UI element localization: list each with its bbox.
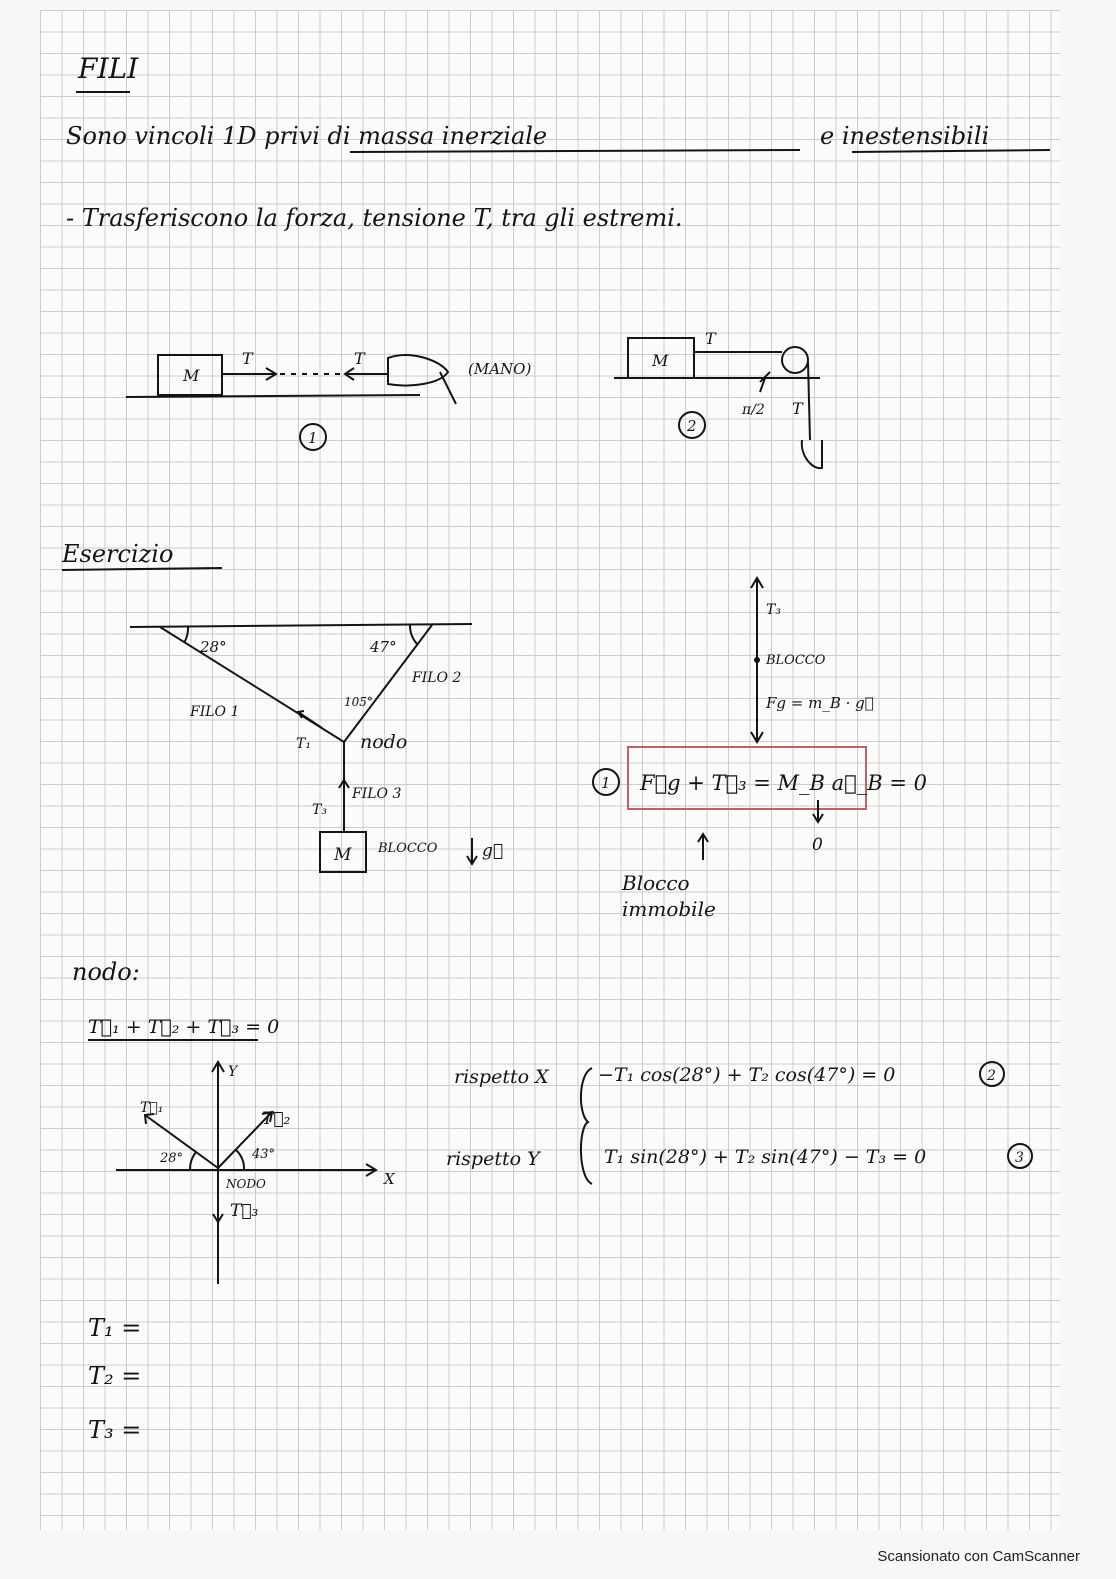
equation-y: T₁ sin(28°) + T₂ sin(47°) − T₃ = 0	[604, 1146, 927, 1168]
ex-gravity: g⃗	[482, 841, 504, 861]
fig2-tension-top: T	[705, 329, 716, 348]
eq-y-number: 3	[1015, 1150, 1024, 1166]
node-vec-t2: T⃗₂	[262, 1109, 291, 1129]
block-free-body-diagram	[593, 578, 866, 860]
node-axes-diagram	[116, 1062, 592, 1284]
emphasis-underline-2	[852, 150, 1050, 152]
block-zero: 0	[812, 835, 823, 855]
ex-t1: T₁	[296, 736, 311, 752]
ex-blocco: BLOCCO	[378, 841, 438, 856]
page-title: FILI	[78, 52, 139, 85]
node-angle-right: 43°	[252, 1147, 276, 1162]
ex-angle-28: 28°	[200, 638, 227, 656]
figure-2-pulley	[614, 338, 822, 468]
definition-line-1a: Sono vincoli 1D privi di massa inerziale	[66, 122, 548, 150]
definition-line-1b: e inestensibili	[820, 122, 990, 150]
fig1-tension-right: T	[354, 349, 365, 368]
ex-filo-1: FILO 1	[190, 704, 240, 720]
eq-x-number: 2	[987, 1068, 996, 1084]
node-angle-left: 28°	[160, 1151, 184, 1166]
figure-1-horizontal-pull	[126, 355, 456, 450]
node-vec-t1: T⃗₁	[140, 1100, 164, 1116]
block-fg: Fg = m_B · g⃗	[766, 694, 874, 712]
block-blocco: BLOCCO	[766, 653, 826, 668]
ex-nodo: nodo	[360, 731, 408, 753]
result-t1: T₁ =	[88, 1314, 142, 1342]
fig1-hand-label: (MANO)	[468, 360, 532, 378]
fig1-number: 1	[308, 429, 318, 447]
ex-filo-3: FILO 3	[352, 786, 402, 802]
result-t3: T₃ =	[88, 1416, 142, 1444]
node-axis-x: X	[384, 1170, 395, 1188]
ex-angle-node: 105°	[344, 695, 373, 709]
fig1-mass-label: M	[183, 366, 200, 385]
ex-mass: M	[334, 845, 352, 865]
fig2-pi-half: π/2	[742, 402, 765, 418]
ex-t3: T₃	[312, 802, 327, 818]
scanner-footer: Scansionato con CamScanner	[877, 1548, 1080, 1565]
node-vec-t3: T⃗₃	[230, 1201, 259, 1221]
label-rispetto-x: rispetto X	[454, 1066, 549, 1088]
fig1-tension-left: T	[242, 349, 253, 368]
node-vector-sum: T⃗₁ + T⃗₂ + T⃗₃ = 0	[88, 1016, 280, 1038]
exercise-title: Esercizio	[62, 540, 174, 568]
ex-filo-2: FILO 2	[412, 670, 462, 686]
ex-angle-47: 47°	[370, 638, 397, 656]
fig2-mass-label: M	[652, 351, 669, 370]
block-note-2: immobile	[622, 897, 716, 921]
equation-x: −T₁ cos(28°) + T₂ cos(47°) = 0	[598, 1064, 896, 1086]
fig2-tension-bottom: T	[792, 399, 803, 418]
block-note-1: Blocco	[622, 871, 690, 895]
exercise-underline	[62, 568, 222, 570]
node-axis-y: Y	[228, 1064, 238, 1080]
emphasis-underline-1	[350, 150, 800, 152]
node-title: nodo:	[72, 958, 140, 986]
block-t3: T₃	[766, 602, 781, 618]
result-t2: T₂ =	[88, 1362, 142, 1390]
definition-line-2: - Trasferiscono la forza, tensione T, tra gli estremi.	[66, 204, 683, 232]
fig2-number: 2	[687, 417, 697, 435]
block-eq-number: 1	[601, 774, 611, 792]
label-rispetto-y: rispetto Y	[446, 1148, 540, 1170]
block-equation: F⃗g + T⃗₃ = M_B a⃗_B = 0	[640, 771, 928, 795]
node-label-nodo: NODO	[226, 1177, 266, 1191]
